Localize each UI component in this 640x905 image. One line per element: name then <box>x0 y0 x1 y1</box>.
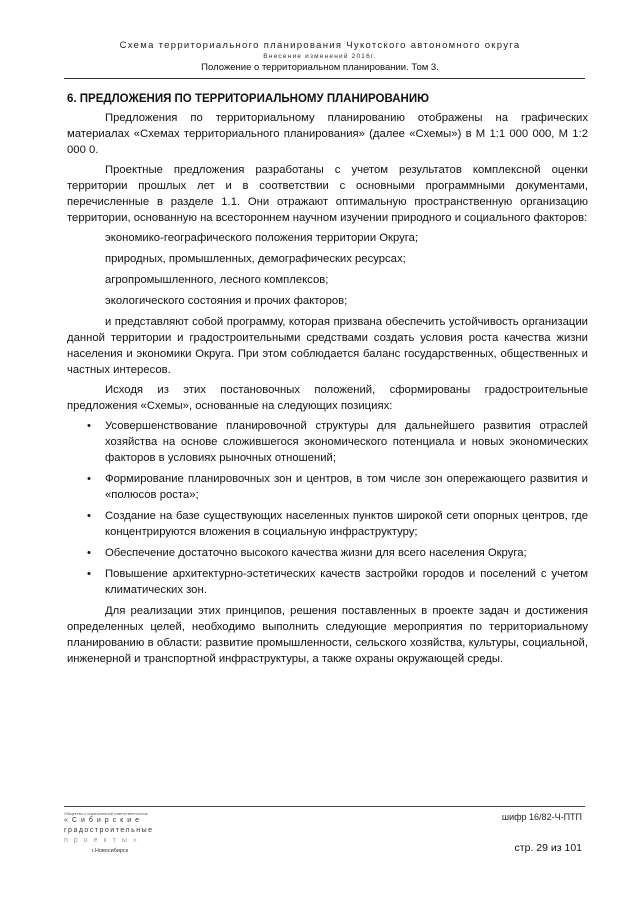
bullet-icon: • <box>87 568 91 580</box>
list-item-text: Обеспечение достаточно высокого качества жизни для всего населения Округа; <box>105 547 527 559</box>
list-item <box>67 545 588 561</box>
factor-item: агропромышленного, лесного комплексов; <box>105 274 329 286</box>
page-content <box>67 91 588 671</box>
document-subtitle: Внесение изменений 2016г. <box>263 53 377 60</box>
page-header <box>60 40 580 73</box>
list-item-text: Усовершенствование планировочной структуры для дальнейшего развития отраслей хозяйства на основе сложившегося экономического потенциала и новых экономических факторов в условиях рыночных отношений; <box>105 420 588 464</box>
paragraph: Предложения по территориальному планированию отображены на графических материалах «Схемах территориального планирования» (далее «Схемы») в М 1:1 000 000, М 1:2 000 0. <box>67 112 588 156</box>
org-name-line1: «Сибирские <box>64 817 144 824</box>
list-item-text: Создание на базе существующих населенных пунктов широкой сети опорных центров, где концентрируются вложения в социальную инфраструктуру; <box>105 510 588 538</box>
page-number: стр. 29 из 101 <box>514 842 582 854</box>
bullet-icon: • <box>87 473 91 485</box>
org-name-line3: проекты» <box>64 837 143 844</box>
header-divider <box>64 78 585 79</box>
list-item <box>67 471 588 503</box>
list-item <box>67 418 588 466</box>
footer-divider <box>64 806 585 807</box>
org-name-line2: градостроительные <box>64 827 154 834</box>
org-city: г.Новосибирск <box>92 848 129 854</box>
paragraph: Исходя из этих постановочных положений, сформированы градостроительные предложения «Схемы», основанные на следующих позициях: <box>67 384 588 412</box>
document-code: шифр 16/82-Ч-ПТП <box>501 812 582 822</box>
list-item-text: Формирование планировочных зон и центров, в том числе зон опережающего развития и «полюсов роста»; <box>105 473 588 501</box>
org-legal-form: Общество с ограниченной ответственностью <box>64 811 148 816</box>
factor-item: экологического состояния и прочих факторов; <box>105 295 348 307</box>
factor-item: природных, промышленных, демографических ресурсах; <box>105 253 406 265</box>
principles-list <box>67 418 588 598</box>
paragraph: и представляют собой программу, которая призвана обеспечить устойчивость организации данной территории и градостроительными средствами создать условия роста качества жизни населения и экономики Округа. При этом соблюдается баланс государственных, общественных и частных интересов. <box>67 316 588 376</box>
list-item <box>67 566 588 598</box>
factor-item: экономико-географического положения территории Округа; <box>105 232 419 244</box>
closing-paragraph: Для реализации этих принципов, решения поставленных в проекте задач и достижения определенных целей, необходимо выполнить следующие мероприятия по территориальному планированию в области: развитие промышленности, сельского хозяйства, культуры, социальной, инженерной и транспортной инфраструктуры, а также охраны окружающей среды. <box>67 605 588 665</box>
bullet-icon: • <box>87 510 91 522</box>
paragraph: Проектные предложения разработаны с учетом результатов комплексной оценки территории прошлых лет и в соответствии с основными программными документами, перечисленные в разделе 1.1. Они отражают оптимальную пространственную организацию территории, основанную на всестороннем научном изучении природного и социального факторов: <box>67 164 588 224</box>
volume-title: Положение о территориальном планировании. Том 3. <box>201 62 439 73</box>
document-title: Схема территориального планирования Чукотского автономного округа <box>119 40 521 51</box>
list-item <box>67 508 588 540</box>
list-item-text: Повышение архитектурно-эстетических качеств застройки городов и поселений с учетом климатических зон. <box>105 568 588 596</box>
bullet-icon: • <box>87 420 91 432</box>
section-title: 6. ПРЕДЛОЖЕНИЯ ПО ТЕРРИТОРИАЛЬНОМУ ПЛАНИРОВАНИЮ <box>67 93 429 105</box>
organization-logo <box>64 811 174 856</box>
bullet-icon: • <box>87 547 91 559</box>
